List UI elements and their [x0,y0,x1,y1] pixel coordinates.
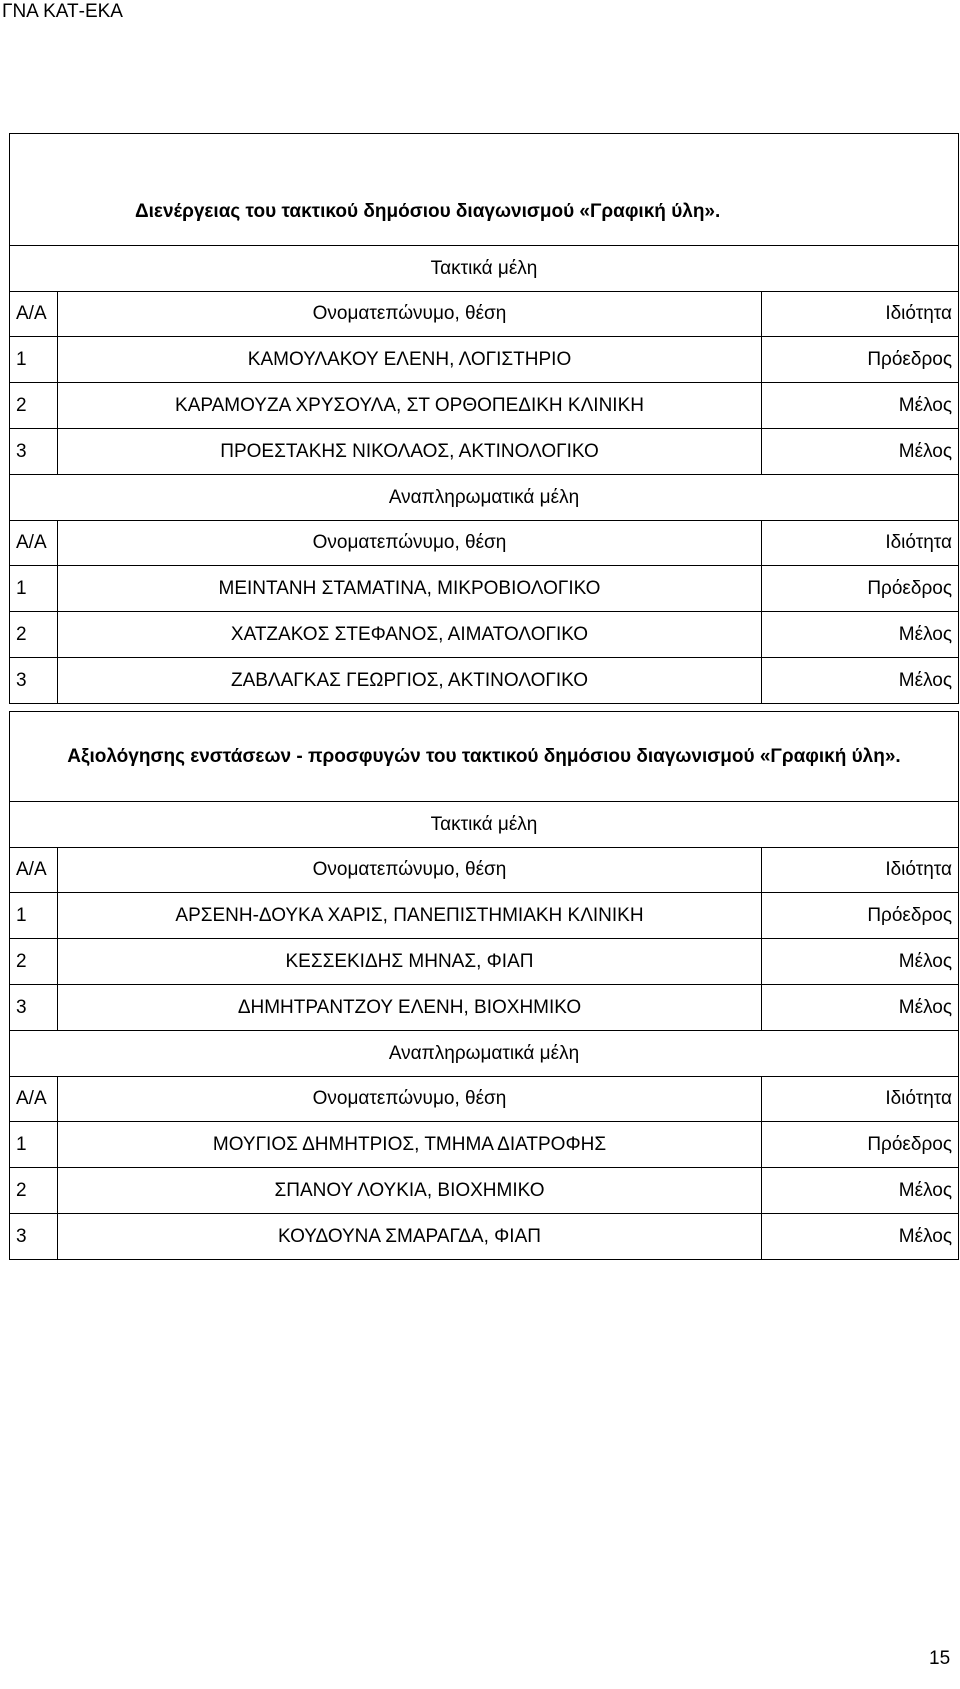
member-num: 1 [10,1122,58,1168]
member-role: Πρόεδρος [762,1122,959,1168]
table-title: Αξιολόγησης ενστάσεων - προσφυγών του τακτικού δημόσιου διαγωνισμού «Γραφική ύλη». [10,712,959,802]
column-header-name: Ονοματεπώνυμο, θέση [58,1077,762,1122]
member-role: Πρόεδρος [762,893,959,939]
member-role: Μέλος [762,612,959,658]
member-num: 1 [10,893,58,939]
member-role: Πρόεδρος [762,337,959,383]
member-num: 2 [10,383,58,429]
member-name: ΠΡΟΕΣΤΑΚΗΣ ΝΙΚΟΛΑΟΣ, ΑΚΤΙΝΟΛΟΓΙΚΟ [58,429,762,475]
column-header-role: Ιδιότητα [762,292,959,337]
committee-table-objections [9,711,959,1260]
member-name: ΔΗΜΗΤΡΑΝΤΖΟΥ ΕΛΕΝΗ, ΒΙΟΧΗΜΙΚΟ [58,985,762,1031]
table-row [10,658,959,704]
member-role: Μέλος [762,1168,959,1214]
column-header-num: Α/Α [10,521,58,566]
table-row [10,566,959,612]
member-num: 2 [10,1168,58,1214]
member-role: Μέλος [762,985,959,1031]
member-role: Μέλος [762,939,959,985]
table-row [10,383,959,429]
table-row [10,1122,959,1168]
table-row [10,985,959,1031]
member-name: ΚΟΥΔΟΥΝΑ ΣΜΑΡΑΓΔΑ, ΦΙΑΠ [58,1214,762,1260]
page-number: 15 [929,1648,951,1669]
member-role: Μέλος [762,658,959,704]
section-label-regular: Τακτικά μέλη [10,246,959,292]
member-num: 3 [10,429,58,475]
table-row [10,429,959,475]
document-header: ΓΝΑ ΚΑΤ-ΕΚΑ [2,1,123,22]
member-name: ΣΠΑΝΟΥ ΛΟΥΚΙΑ, ΒΙΟΧΗΜΙΚΟ [58,1168,762,1214]
member-num: 2 [10,939,58,985]
section-label-alternate: Αναπληρωματικά μέλη [10,1031,959,1077]
member-num: 2 [10,612,58,658]
committee-table-procurement [9,133,959,704]
member-num: 1 [10,337,58,383]
section-label-regular: Τακτικά μέλη [10,802,959,848]
member-role: Πρόεδρος [762,566,959,612]
table-row [10,893,959,939]
member-name: ΜΟΥΓΙΟΣ ΔΗΜΗΤΡΙΟΣ, ΤΜΗΜΑ ΔΙΑΤΡΟΦΗΣ [58,1122,762,1168]
column-header-name: Ονοματεπώνυμο, θέση [58,292,762,337]
member-name: ΑΡΣΕΝΗ-ΔΟΥΚΑ ΧΑΡΙΣ, ΠΑΝΕΠΙΣΤΗΜΙΑΚΗ ΚΛΙΝΙΚΗ [58,893,762,939]
column-header-role: Ιδιότητα [762,1077,959,1122]
column-header-num: Α/Α [10,292,58,337]
table-row [10,939,959,985]
member-name: ΖΑΒΛΑΓΚΑΣ ΓΕΩΡΓΙΟΣ, ΑΚΤΙΝΟΛΟΓΙΚΟ [58,658,762,704]
column-header-num: Α/Α [10,848,58,893]
member-name: ΧΑΤΖΑΚΟΣ ΣΤΕΦΑΝΟΣ, ΑΙΜΑΤΟΛΟΓΙΚΟ [58,612,762,658]
member-role: Μέλος [762,1214,959,1260]
column-header-role: Ιδιότητα [762,521,959,566]
column-header-num: Α/Α [10,1077,58,1122]
column-header-name: Ονοματεπώνυμο, θέση [58,848,762,893]
column-header-role: Ιδιότητα [762,848,959,893]
table-row [10,1168,959,1214]
member-name: ΜΕΙΝΤΑΝΗ ΣΤΑΜΑΤΙΝΑ, ΜΙΚΡΟΒΙΟΛΟΓΙΚΟ [58,566,762,612]
member-num: 3 [10,1214,58,1260]
section-label-alternate: Αναπληρωματικά μέλη [10,475,959,521]
member-name: ΚΑΜΟΥΛΑΚΟΥ ΕΛΕΝΗ, ΛΟΓΙΣΤΗΡΙΟ [58,337,762,383]
table-title: Διενέργειας του τακτικού δημόσιου διαγωνισμού «Γραφική ύλη». [10,134,959,246]
column-header-name: Ονοματεπώνυμο, θέση [58,521,762,566]
member-num: 1 [10,566,58,612]
member-name: ΚΕΣΣΕΚΙΔΗΣ ΜΗΝΑΣ, ΦΙΑΠ [58,939,762,985]
table-row [10,1214,959,1260]
table-row [10,612,959,658]
member-num: 3 [10,985,58,1031]
member-name: ΚΑΡΑΜΟΥΖΑ ΧΡΥΣΟΥΛΑ, ΣΤ ΟΡΘΟΠΕΔΙΚΗ ΚΛΙΝΙΚΗ [58,383,762,429]
table-row [10,337,959,383]
member-role: Μέλος [762,429,959,475]
member-role: Μέλος [762,383,959,429]
member-num: 3 [10,658,58,704]
